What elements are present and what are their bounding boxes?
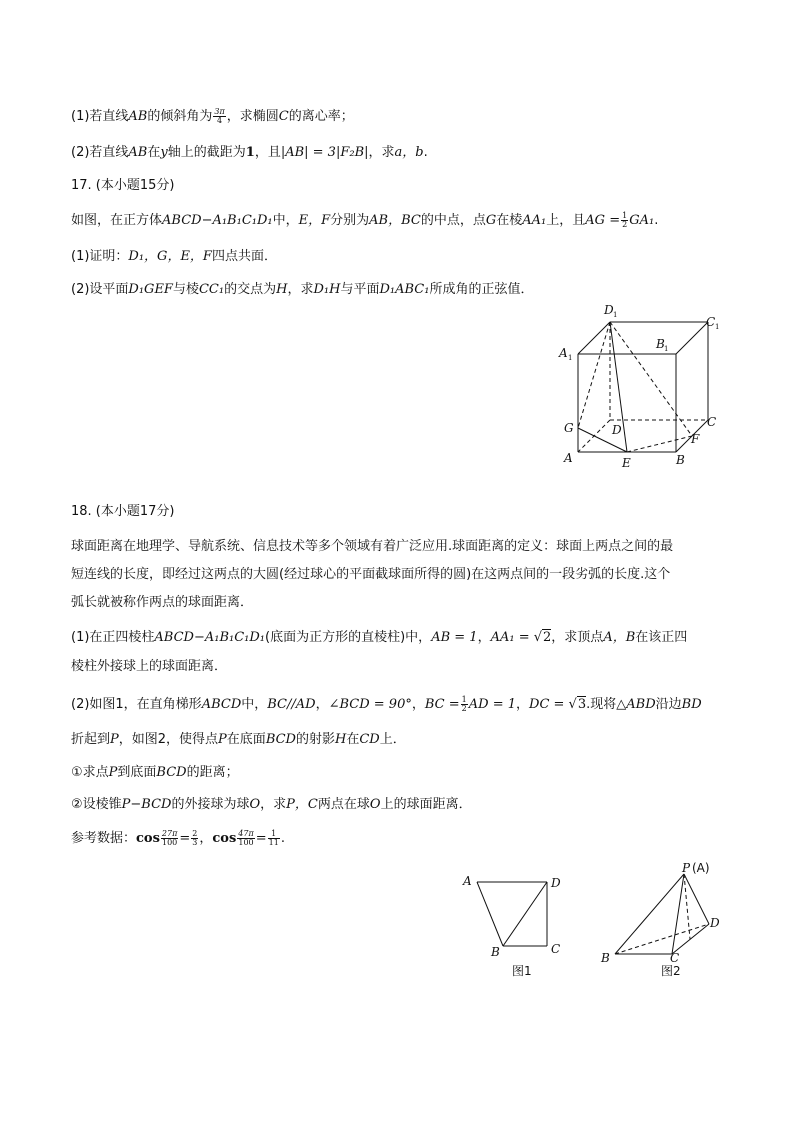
trapezoid-figure	[477, 882, 547, 946]
label-b1: B	[656, 337, 665, 351]
fraction: $\frac{1}{2}$	[461, 695, 467, 713]
label-d1: D	[604, 303, 614, 317]
fig2-caption: 图2	[661, 964, 681, 978]
q18-stem-line2: 短连线的长度，即经过这两点的大圆(经过球心的平面截球面所得的圆)在这两点间的一段劣弧的长度.这个	[71, 567, 671, 582]
q18-header: 18. (本小题17分)	[71, 504, 175, 519]
label-d: D	[612, 423, 622, 437]
label-a: A	[564, 451, 573, 465]
q18-stem-line1: 球面距离在地理学、导航系统、信息技术等多个领域有着广泛应用.球面距离的定义：球面上两点之间的最	[71, 539, 674, 554]
label-a1: A	[559, 346, 568, 360]
fig2-label-d: D	[710, 916, 720, 930]
q17-stem: 如图，在正方体ABCD−A₁B₁C₁D₁中，E，F分别为AB，BC的中点，点G在棱AA₁上，且AG = $\frac{1}{2}$ GA₁.	[71, 211, 659, 229]
fig1-label-b: B	[491, 945, 500, 959]
q16-part2: (2)若直线AB在y轴上的截距为1，且|AB| = 3|F₂B|，求a，b.	[71, 145, 428, 160]
fig2-label-c: C	[670, 951, 680, 965]
label-b: B	[676, 453, 685, 467]
label-c: C	[707, 415, 717, 429]
svg-text:1: 1	[715, 323, 720, 331]
q18-part2-line2: 折起到P，如图2，使得点P在底面BCD的射影H在CD上．	[71, 732, 406, 747]
edge-da-hidden	[578, 420, 610, 452]
q18-part2: (2)如图1，在直角梯形ABCD中，BC//AD，∠BCD = 90°，BC = $\frac{1}{2}$ AD = 1，DC = √3.现将△ABD沿边BD	[71, 695, 702, 713]
fraction: $\frac{1}{11}$	[268, 829, 279, 847]
label-g: G	[564, 421, 574, 435]
q18-sub1: ①求点P到底面BCD的距离；	[71, 765, 239, 780]
fig1-label-d: D	[551, 876, 561, 890]
fig2-label-b: B	[601, 951, 610, 965]
svg-text:1: 1	[568, 354, 573, 362]
q17-part1: (1)证明：D₁，G，E，F四点共面．	[71, 249, 277, 264]
fraction: $\frac{2}{3}$	[192, 829, 198, 847]
fig1-label-c: C	[551, 942, 561, 956]
edge-c1b1	[676, 322, 708, 354]
q18-part1: (1)在正四棱柱ABCD−A₁B₁C₁D₁(底面为正方形的直棱柱)中，AB = 1，AA₁ = √2，求顶点A，B在该正四	[71, 630, 688, 645]
svg-text:1: 1	[613, 311, 618, 319]
label-e: E	[622, 456, 631, 470]
q18-stem-line3: 弧长就被称作两点的球面距离．	[71, 595, 254, 610]
q18-reference-data: 参考数据：cos $\frac{27\pi}{100}$ = $\frac{2}{3}$ ，cos $\frac{47\pi}{100}$ = $\frac{1}{11}$ .	[71, 829, 285, 847]
q16-part1: (1)若直线AB的倾斜角为 $\frac{3\pi}{4}$ ，求椭圆C的离心率；	[71, 107, 354, 125]
q17-part2: (2)设平面D₁GEF与棱CC₁的交点为H，求D₁H与平面D₁ABC₁所成角的正弦值．	[71, 282, 534, 297]
svg-text:1: 1	[664, 345, 669, 353]
fig1-label-a: A	[463, 874, 472, 888]
fig2-label-a: (A)	[692, 861, 710, 875]
q18-sub2: ②设棱锥P−BCD的外接球为球O，求P，C两点在球O上的球面距离．	[71, 797, 472, 812]
q18-part1-line2: 棱柱外接球上的球面距离．	[71, 659, 228, 674]
fraction: $\frac{3\pi}{4}$	[214, 107, 225, 125]
fraction: $\frac{1}{2}$	[622, 211, 628, 229]
label-c1: C	[706, 315, 716, 329]
label-f: F	[691, 432, 700, 446]
fraction: $\frac{27\pi}{100}$	[161, 829, 178, 847]
q17-header: 17. (本小题15分)	[71, 178, 175, 193]
fig2-label-p: P	[682, 861, 691, 875]
fraction: $\frac{47\pi}{100}$	[238, 829, 254, 847]
pyramid-figure	[615, 874, 709, 954]
fig1-caption: 图1	[512, 964, 532, 978]
edge-ef-hidden	[627, 436, 692, 452]
